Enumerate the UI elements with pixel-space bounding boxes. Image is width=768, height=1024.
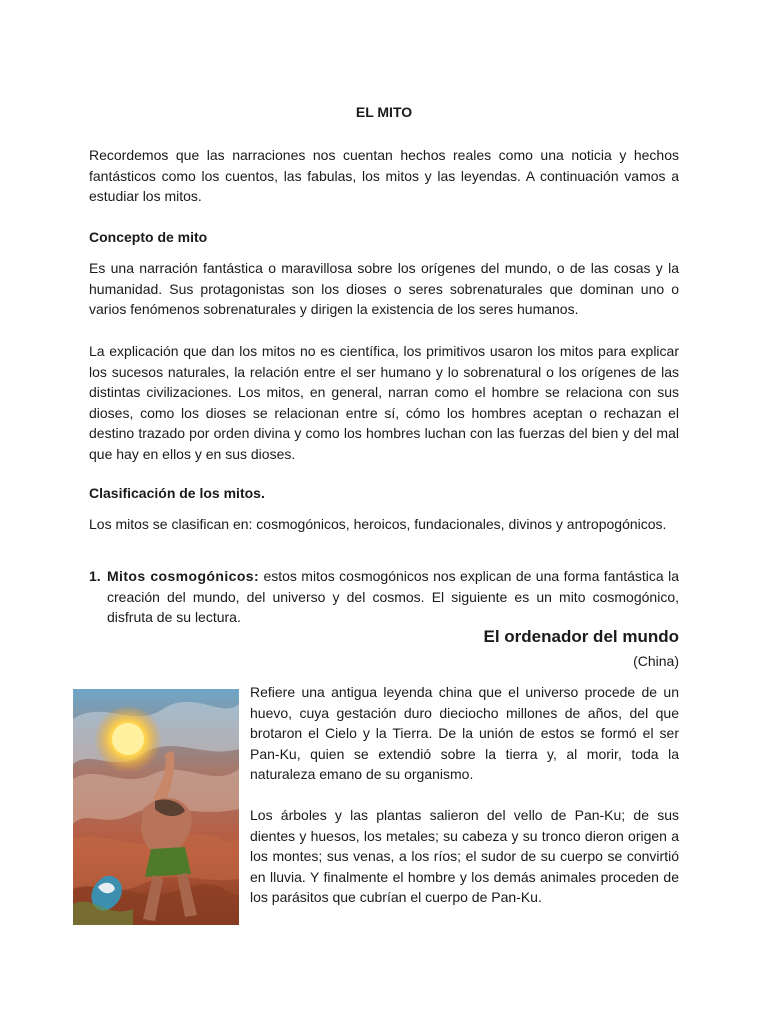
list-item [89,566,679,628]
story-paragraph-2: Los árboles y las plantas salieron del vello de Pan-Ku; de sus dientes y huesos, los metales; su cabeza y su tronco dieron origen a los montes; sus venas, a los ríos; el sudor de su cuerpo se convirtió en lluvia. Y finalmente el hombre y los demás animales proceden de los parásitos que cubrían el cuerpo de Pan-Ku. [250,807,679,905]
list-item-number: 1. [89,568,101,584]
pan-ku-illustration [73,689,239,925]
page-title: EL MITO [355,104,413,120]
list-item-body [89,566,679,628]
concept-paragraph-2: La explicación que dan los mitos no es científica, los primitivos usaron los mitos para explicar los sucesos naturales, la relación entre el ser humano y lo sobrenatural o los orígenes de las distintas civilizaciones. Los mitos, en general, narran como el hombre se relaciona con sus dioses, como los dioses se relacionan entre sí, cómo los hombres aceptan o rechazan el destino trazado por orden divina y como los hombres luchan con las fuerzas del bien y del mal que hay en ellos y en sus dioses. [89,343,679,462]
intro-paragraph: Recordemos que las narraciones nos cuentan hechos reales como una noticia y hechos fantásticos como los cuentos, las fabulas, los mitos y las leyendas. A continuación vamos a estudiar los mitos. [89,147,679,204]
story-paragraph-1: Refiere una antigua leyenda china que el universo procede de un huevo, cuya gestación duro dieciocho millones de años, del que brotaron el Cielo y la Tierra. De la unión de estos se formó el ser Pan-Ku, quien se extendió sobre la tierra y, al morir, toda la naturaleza emano de su organismo. [250,684,679,782]
concept-paragraph-1: Es una narración fantástica o maravillosa sobre los orígenes del mundo, o de las cosas y la humanidad. Sus protagonistas son los dioses o seres sobrenaturales que dominan uno o varios fenómenos sobrenaturales y dirigen la existencia de los seres humanos. [89,260,679,317]
classification-intro: Los mitos se clasifican en: cosmogónicos, heroicos, fundacionales, divinos y antropogónicos. [89,516,667,532]
story-title: El ordenador del mundo [483,627,679,646]
classification-heading: Clasificación de los mitos. [89,485,265,501]
list-item-text: estos mitos cosmogónicos nos explican de una forma fantástica la creación del mundo, del universo y del cosmos. El siguiente es un mito cosmogónico, disfruta de su lectura. [107,568,680,625]
concept-heading: Concepto de mito [89,229,208,245]
story-origin: (China) [633,653,679,669]
list-item-lead: Mitos cosmogónicos: [107,568,260,584]
